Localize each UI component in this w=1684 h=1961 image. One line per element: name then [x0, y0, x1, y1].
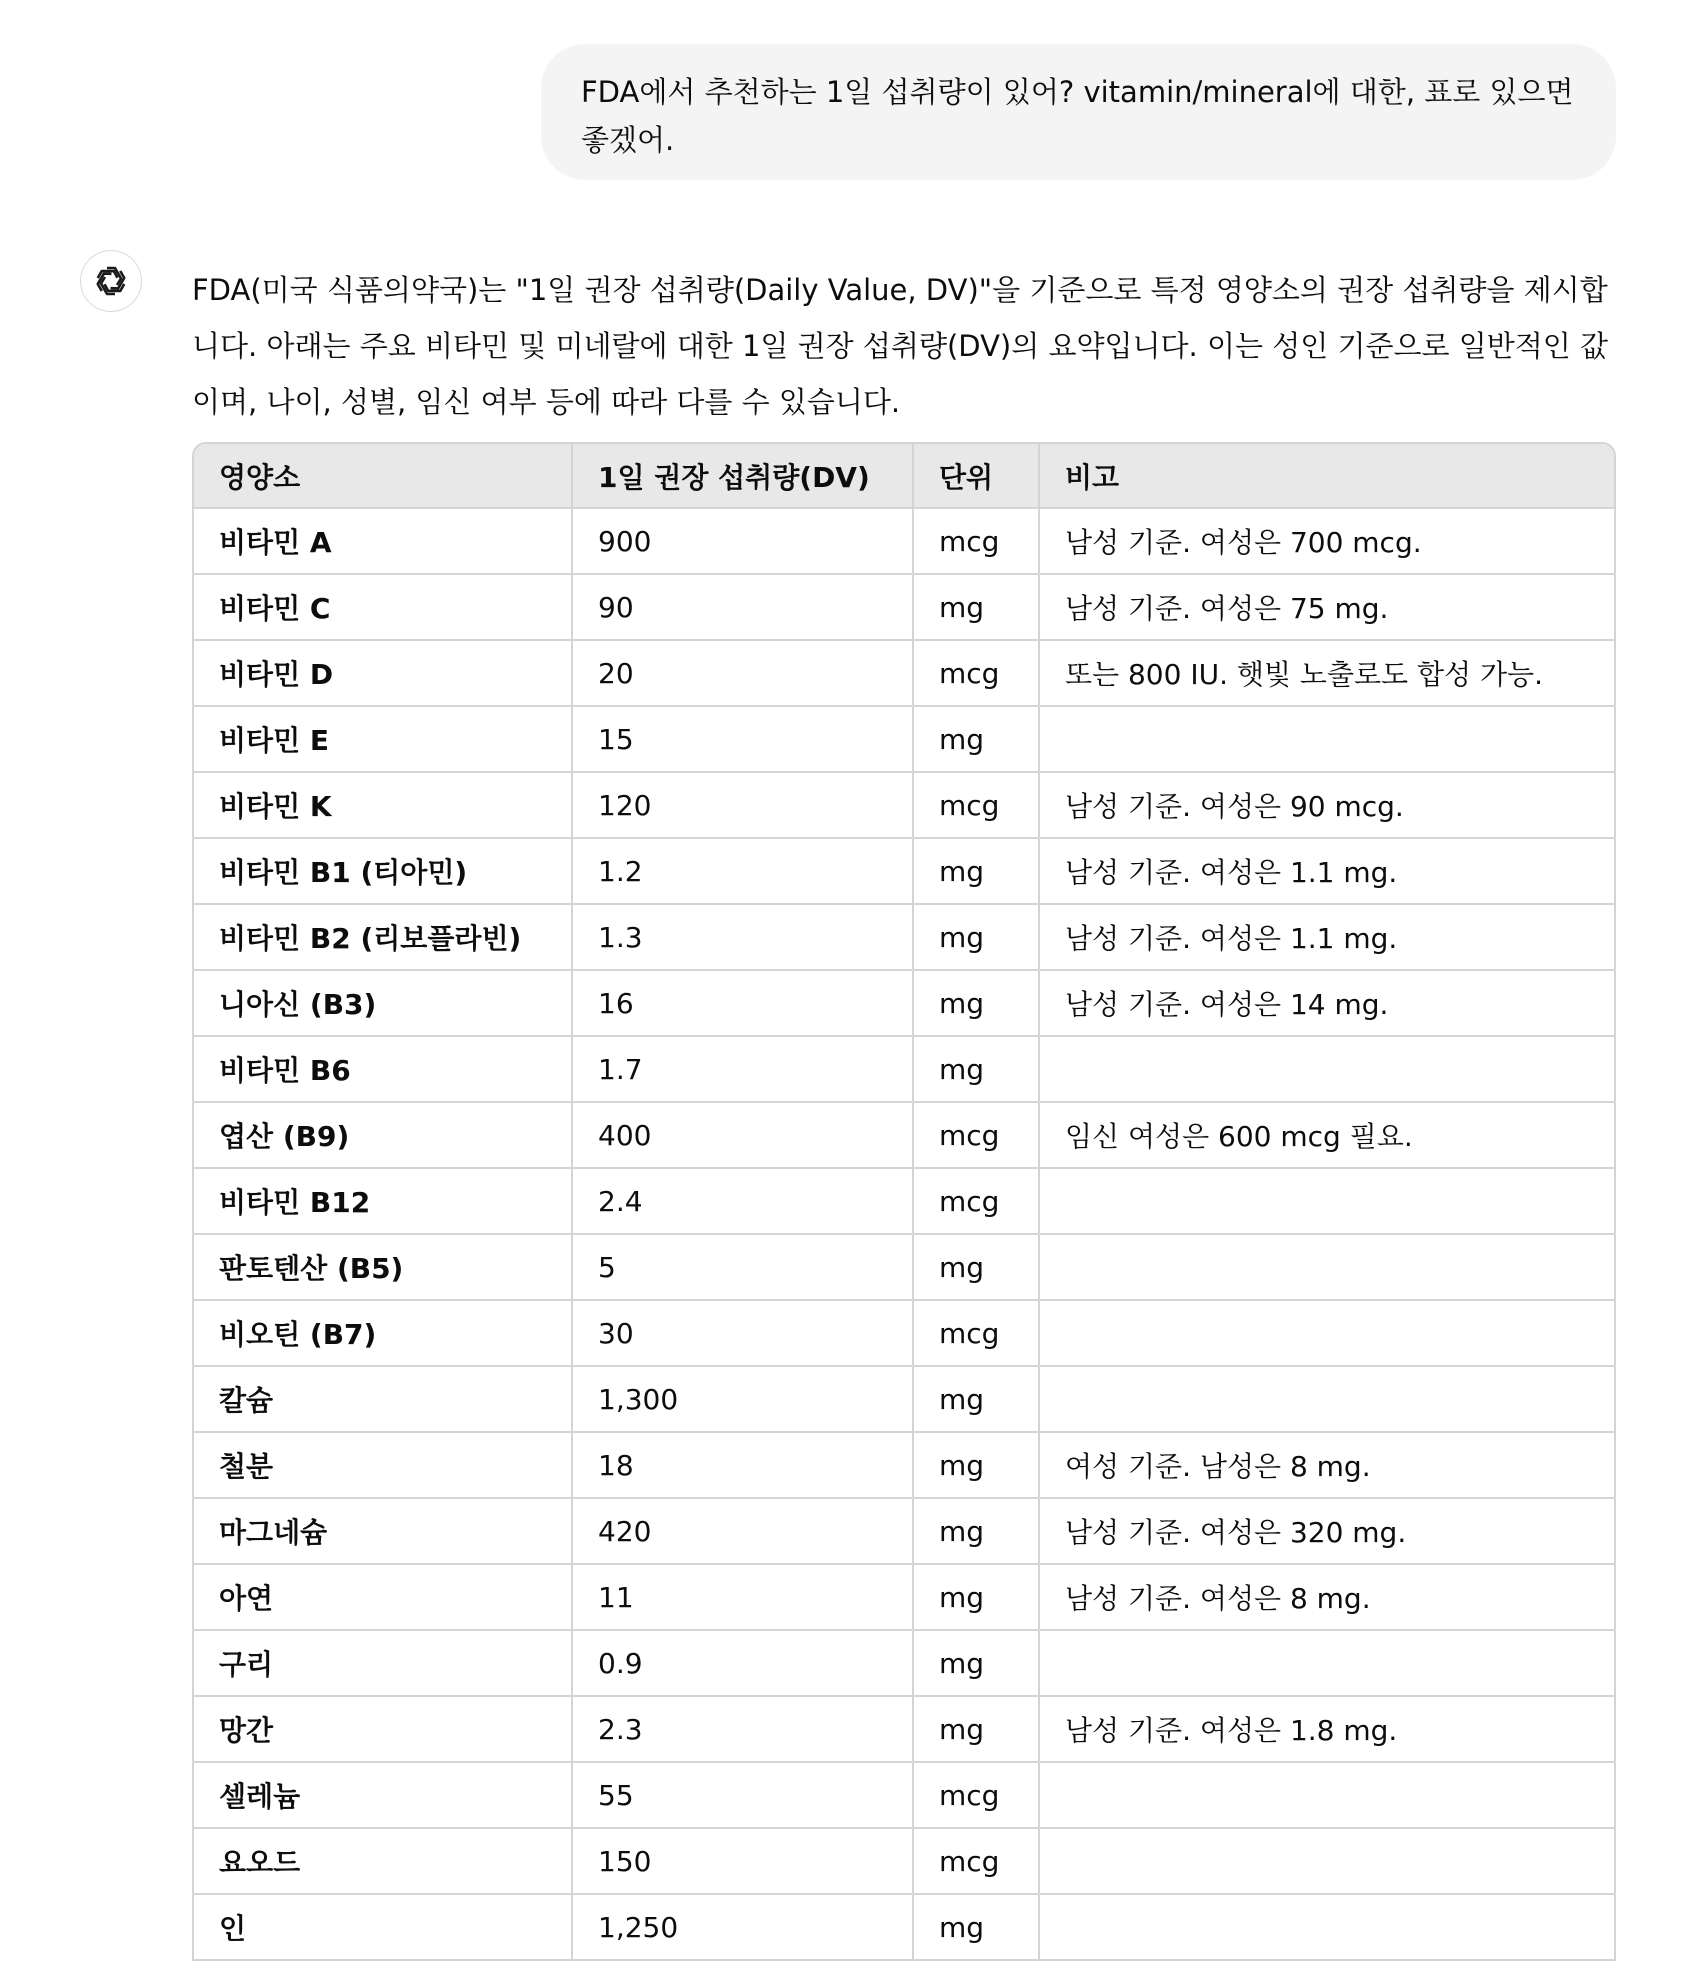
unit-cell: mcg	[913, 1300, 1039, 1366]
nutrient-name-cell: 비타민 D	[194, 640, 572, 706]
unit-cell: mg	[913, 574, 1039, 640]
daily-value-cell: 420	[572, 1498, 913, 1564]
openai-logo-icon	[91, 261, 131, 301]
nutrient-table-container	[192, 442, 1616, 1961]
daily-value-cell: 90	[572, 574, 913, 640]
nutrient-name-cell: 비타민 B1 (티아민)	[194, 838, 572, 904]
table-body	[194, 508, 1614, 1960]
note-cell: 남성 기준. 여성은 14 mg.	[1039, 970, 1614, 1036]
note-cell	[1039, 1828, 1614, 1894]
daily-value-cell: 1.2	[572, 838, 913, 904]
note-cell	[1039, 1036, 1614, 1102]
note-cell	[1039, 1762, 1614, 1828]
daily-value-cell: 0.9	[572, 1630, 913, 1696]
table-row	[194, 1894, 1614, 1960]
daily-value-cell: 1.3	[572, 904, 913, 970]
unit-cell: mg	[913, 1498, 1039, 1564]
note-cell: 남성 기준. 여성은 8 mg.	[1039, 1564, 1614, 1630]
unit-cell: mcg	[913, 1828, 1039, 1894]
unit-cell: mg	[913, 904, 1039, 970]
unit-cell: mg	[913, 1366, 1039, 1432]
user-message-text: FDA에서 추천하는 1일 섭취량이 있어? vitamin/mineral에 대한, 표로 있으면 좋겠어.	[581, 75, 1574, 157]
unit-cell: mg	[913, 1696, 1039, 1762]
daily-value-cell: 30	[572, 1300, 913, 1366]
table-row	[194, 1696, 1614, 1762]
daily-value-cell: 20	[572, 640, 913, 706]
nutrient-name-cell: 아연	[194, 1564, 572, 1630]
note-cell	[1039, 1168, 1614, 1234]
note-cell	[1039, 1234, 1614, 1300]
assistant-intro: FDA(미국 식품의약국)는 "1일 권장 섭취량(Daily Value, DV)"을 기준으로 특정 영양소의 권장 섭취량을 제시합니다. 아래는 주요 비타민 및 미네랄에 대한 1일 권장 섭취량(DV)의 요약입니다. 이는 성인 기준으로 일반적인 값이며, 나이, 성별, 임신 여부 등에 따라 다를 수 있습니다.	[192, 273, 1609, 419]
nutrient-name-cell: 망간	[194, 1696, 572, 1762]
unit-cell: mcg	[913, 508, 1039, 574]
nutrient-name-cell: 구리	[194, 1630, 572, 1696]
note-cell: 임신 여성은 600 mcg 필요.	[1039, 1102, 1614, 1168]
nutrient-name-cell: 엽산 (B9)	[194, 1102, 572, 1168]
table-row	[194, 904, 1614, 970]
note-cell: 남성 기준. 여성은 1.8 mg.	[1039, 1696, 1614, 1762]
daily-value-cell: 1,250	[572, 1894, 913, 1960]
table-row	[194, 1564, 1614, 1630]
header-note: 비고	[1039, 444, 1614, 508]
table-row	[194, 1300, 1614, 1366]
unit-cell: mg	[913, 1432, 1039, 1498]
note-cell: 또는 800 IU. 햇빛 노출로도 합성 가능.	[1039, 640, 1614, 706]
nutrient-name-cell: 마그네슘	[194, 1498, 572, 1564]
nutrient-name-cell: 칼슘	[194, 1366, 572, 1432]
table-row	[194, 508, 1614, 574]
note-cell	[1039, 1300, 1614, 1366]
table-row	[194, 574, 1614, 640]
nutrient-table	[194, 444, 1614, 1961]
unit-cell: mg	[913, 706, 1039, 772]
daily-value-cell: 2.3	[572, 1696, 913, 1762]
note-cell	[1039, 1366, 1614, 1432]
daily-value-cell: 2.4	[572, 1168, 913, 1234]
nutrient-name-cell: 비타민 B2 (리보플라빈)	[194, 904, 572, 970]
note-cell	[1039, 1894, 1614, 1960]
nutrient-name-cell: 철분	[194, 1432, 572, 1498]
daily-value-cell: 1.7	[572, 1036, 913, 1102]
table-row	[194, 772, 1614, 838]
daily-value-cell: 120	[572, 772, 913, 838]
table-row	[194, 1168, 1614, 1234]
daily-value-cell: 5	[572, 1234, 913, 1300]
unit-cell: mg	[913, 1630, 1039, 1696]
daily-value-cell: 900	[572, 508, 913, 574]
unit-cell: mcg	[913, 772, 1039, 838]
note-cell: 남성 기준. 여성은 1.1 mg.	[1039, 838, 1614, 904]
table-row	[194, 1762, 1614, 1828]
unit-cell: mcg	[913, 1762, 1039, 1828]
table-row	[194, 970, 1614, 1036]
daily-value-cell: 55	[572, 1762, 913, 1828]
header-daily-value: 1일 권장 섭취량(DV)	[572, 444, 913, 508]
nutrient-name-cell: 셀레늄	[194, 1762, 572, 1828]
nutrient-name-cell: 비타민 B12	[194, 1168, 572, 1234]
unit-cell: mg	[913, 1036, 1039, 1102]
table-row	[194, 1828, 1614, 1894]
unit-cell: mg	[913, 1234, 1039, 1300]
unit-cell: mcg	[913, 1102, 1039, 1168]
nutrient-name-cell: 요오드	[194, 1828, 572, 1894]
daily-value-cell: 11	[572, 1564, 913, 1630]
nutrient-name-cell: 비타민 A	[194, 508, 572, 574]
nutrient-name-cell: 판토텐산 (B5)	[194, 1234, 572, 1300]
unit-cell: mg	[913, 970, 1039, 1036]
table-row	[194, 1366, 1614, 1432]
nutrient-name-cell: 비타민 K	[194, 772, 572, 838]
daily-value-cell: 16	[572, 970, 913, 1036]
daily-value-cell: 400	[572, 1102, 913, 1168]
table-header-row	[194, 444, 1614, 508]
table-row	[194, 838, 1614, 904]
table-row	[194, 1234, 1614, 1300]
nutrient-name-cell: 비타민 E	[194, 706, 572, 772]
unit-cell: mcg	[913, 640, 1039, 706]
daily-value-cell: 150	[572, 1828, 913, 1894]
table-row	[194, 1498, 1614, 1564]
table-row	[194, 1432, 1614, 1498]
note-cell: 여성 기준. 남성은 8 mg.	[1039, 1432, 1614, 1498]
nutrient-name-cell: 비오틴 (B7)	[194, 1300, 572, 1366]
note-cell: 남성 기준. 여성은 1.1 mg.	[1039, 904, 1614, 970]
unit-cell: mg	[913, 1564, 1039, 1630]
note-cell	[1039, 706, 1614, 772]
note-cell: 남성 기준. 여성은 320 mg.	[1039, 1498, 1614, 1564]
assistant-avatar	[80, 250, 142, 312]
note-cell	[1039, 1630, 1614, 1696]
note-cell: 남성 기준. 여성은 75 mg.	[1039, 574, 1614, 640]
table-row	[194, 1102, 1614, 1168]
unit-cell: mg	[913, 838, 1039, 904]
nutrient-name-cell: 비타민 C	[194, 574, 572, 640]
daily-value-cell: 15	[572, 706, 913, 772]
table-row	[194, 1036, 1614, 1102]
note-cell: 남성 기준. 여성은 700 mcg.	[1039, 508, 1614, 574]
table-row	[194, 706, 1614, 772]
table-row	[194, 640, 1614, 706]
note-cell: 남성 기준. 여성은 90 mcg.	[1039, 772, 1614, 838]
header-unit: 단위	[913, 444, 1039, 508]
unit-cell: mg	[913, 1894, 1039, 1960]
table-row	[194, 1630, 1614, 1696]
user-message-bubble	[541, 44, 1616, 180]
daily-value-cell: 18	[572, 1432, 913, 1498]
header-nutrient: 영양소	[194, 444, 572, 508]
nutrient-name-cell: 니아신 (B3)	[194, 970, 572, 1036]
daily-value-cell: 1,300	[572, 1366, 913, 1432]
nutrient-name-cell: 인	[194, 1894, 572, 1960]
nutrient-name-cell: 비타민 B6	[194, 1036, 572, 1102]
unit-cell: mcg	[913, 1168, 1039, 1234]
